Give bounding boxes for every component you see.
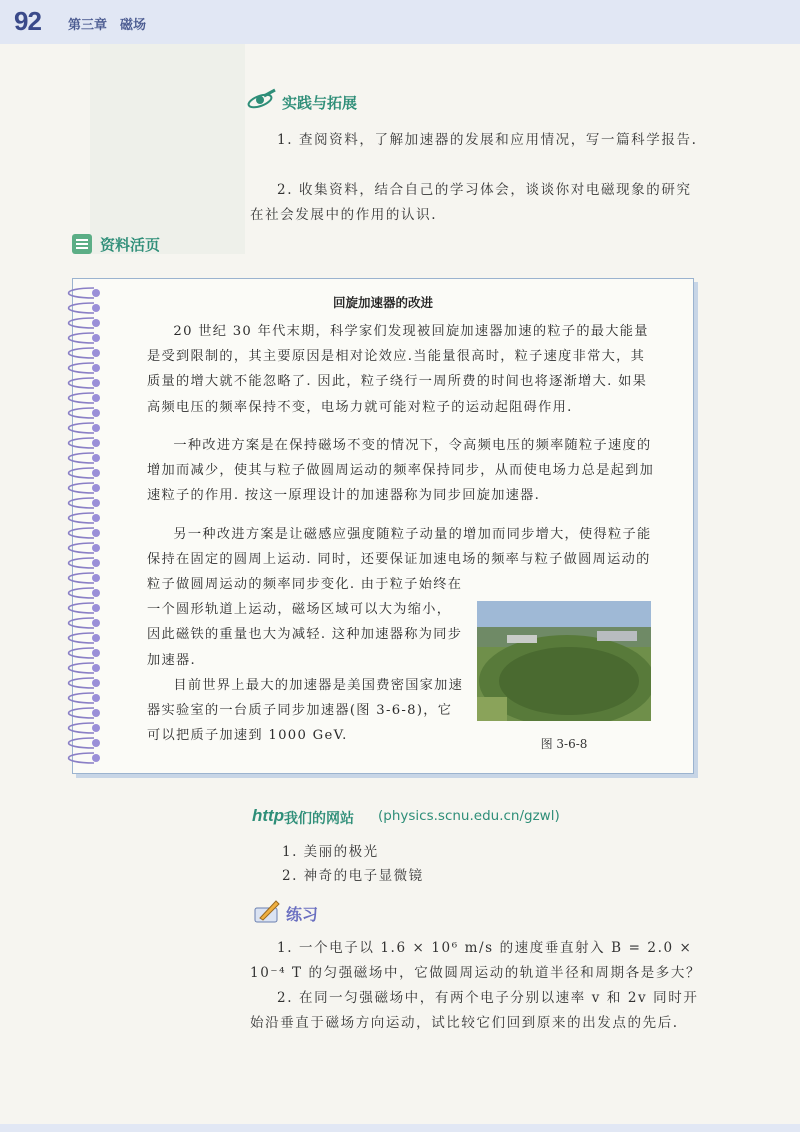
practice-item-2: 2. 收集资料，结合自己的学习体会，谈谈你对电磁现象的研究在社会发展中的作用的认识. [250,182,692,223]
website-item-1[interactable]: 1. 美丽的极光 [282,844,379,860]
satellite-icon [246,88,278,112]
info-paragraph-3-wrap: 粒子做圆周运动的频率同步变化. 由于粒子始终在一个圆形轨道上运动，磁场区域可以大为缩小，因此磁铁的重量也大为减轻. 这种加速器称为同步加速器. [147,577,463,668]
exercise-item-1: 1. 一个电子以 1.6 × 10⁶ m/s 的速度垂直射入 B = 2.0 × 10⁻⁴ T 的匀强磁场中，它做圆周运动的轨道半径和周期各是多大？ [250,940,702,981]
info-card [72,278,694,774]
page-footer [0,1124,800,1132]
practice-heading: 实践与拓展 [282,94,358,112]
chapter-title: 第三章 磁场 [68,18,147,33]
page-number: 92 [14,6,41,36]
accelerator-photo [477,601,651,721]
practice-item-1: 1. 查阅资料，了解加速器的发展和应用情况，写一篇科学报告. [277,132,698,148]
info-paragraph-1: 20 世纪 30 年代末期，科学家们发现被回旋加速器加速的粒子的最大能量是受到限制的，其主要原因是相对论效应.当能量很高时，粒子速度非常大，其质量的增大就不能忽略了. 因此，粒子绕行一周所费的时间也将逐渐增大. 如果高频电压的频率保持不变，电场力就可能对粒子的运动起阻碍作用. [147,324,649,415]
website-url[interactable]: (physics.scnu.edu.cn/gzwl) [378,808,560,824]
notebook-icon [70,232,94,256]
pencil-paper-icon [252,898,282,924]
info-paragraph-2: 一种改进方案是在保持磁场不变的情况下，令高频电压的频率随粒子速度的增加而减少，使其与粒子做圆周运动的频率保持同步，从而使电场力总是起到加速粒子的作用. 按这一原理设计的加速器称为同步回旋加速器. [147,438,655,504]
info-paragraph-4: 目前世界上最大的加速器是美国费密国家加速器实验室的一台质子同步加速器(图 3-6-8)，它可以把质子加速到 1000 GeV. [147,678,464,744]
margin-band [90,44,245,254]
page-header [0,0,800,44]
spiral-binding [56,280,106,770]
info-paragraph-3: 另一种改进方案是让磁感应强度随粒子动量的增加而同步增大，使得粒子能保持在固定的圆周上运动. 同时，还要保证加速电场的频率与粒子做圆周运动的 [147,527,652,568]
website-item-2[interactable]: 2. 神奇的电子显微镜 [282,868,424,884]
figure-caption: 图 3-6-8 [540,737,588,751]
exercise-item-2: 2. 在同一匀强磁场中，有两个电子分别以速率 v 和 2v 同时开始沿垂直于磁场方向运动，试比较它们回到原来的出发点的先后. [250,990,699,1031]
info-heading: 资料活页 [100,236,161,254]
info-title: 回旋加速器的改进 [332,295,433,310]
website-heading: 我们的网站 [284,811,354,827]
exercise-heading: 练习 [286,905,319,924]
http-logo: http [252,806,285,825]
